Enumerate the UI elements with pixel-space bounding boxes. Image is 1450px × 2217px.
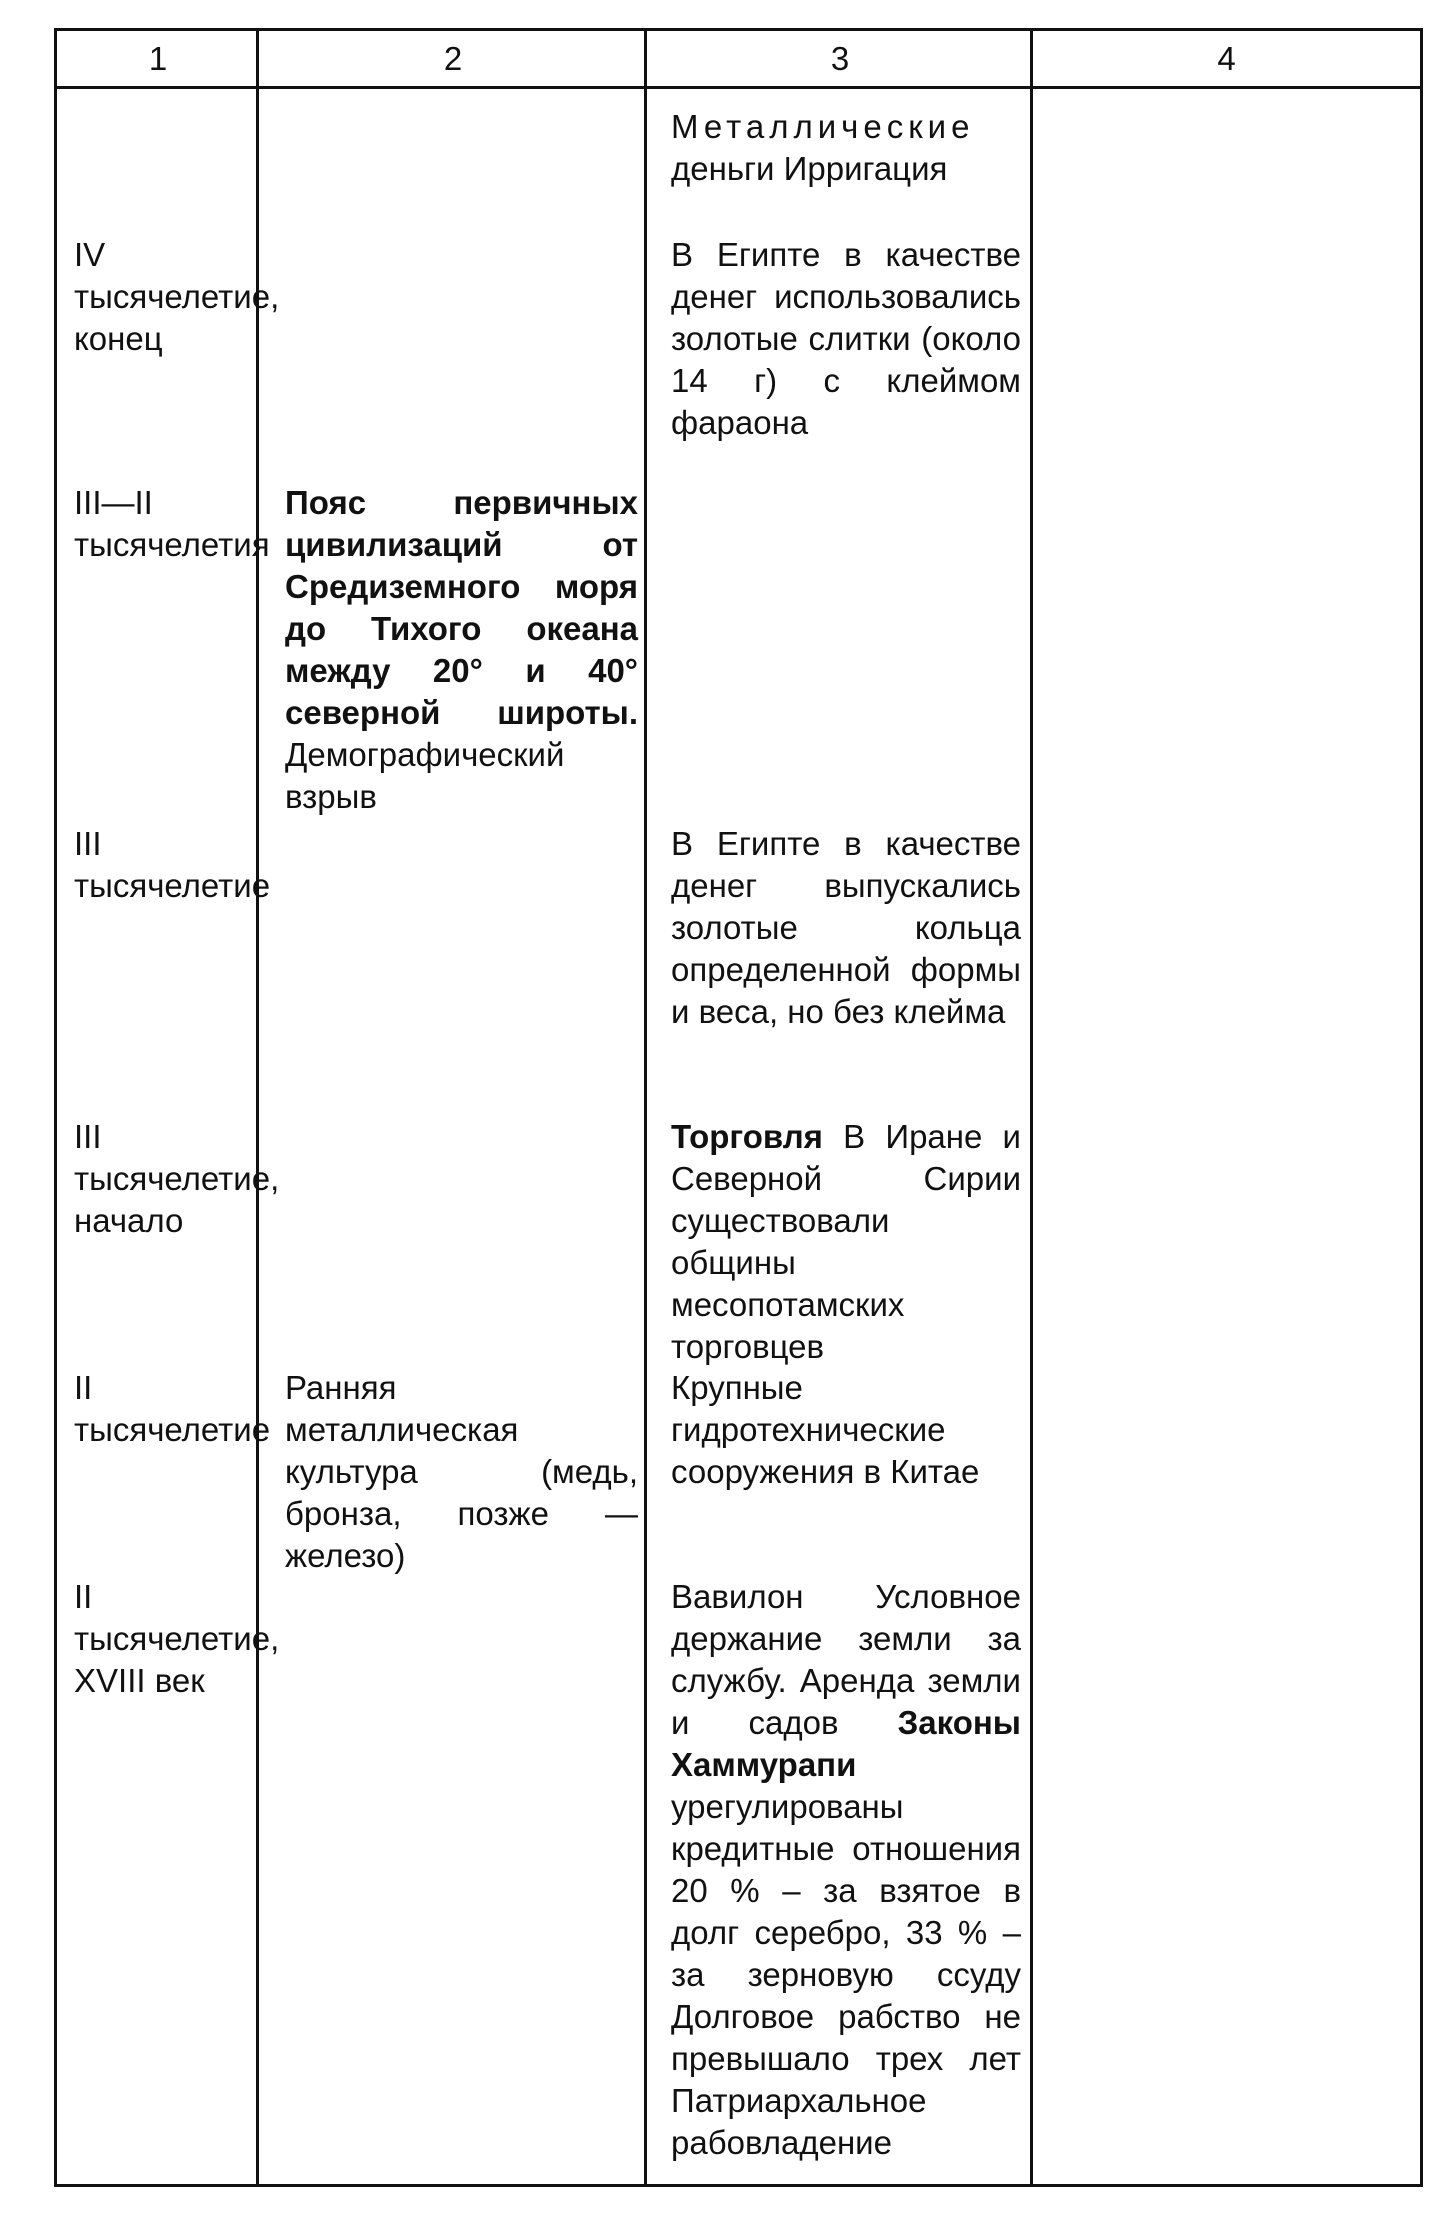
column-divider-3 <box>1030 31 1033 2184</box>
cell-col1: III тысячелетие, начало <box>74 1118 280 1239</box>
cell-col3 <box>671 106 1021 190</box>
chronology-table <box>54 28 1423 2187</box>
cell-col3 <box>671 1116 1021 1368</box>
cell-text: урегулированы кредитные отношения 20 % – за взятое в долг серебро, 33 % – за зерновую ссуду Долговое рабство не превышало трех лет Патриархальное рабовладение <box>671 1788 1021 2161</box>
cell-col1: III—II тысячелетия <box>74 484 270 563</box>
cell-col1: II тысячелетие <box>74 1369 271 1448</box>
cell-text: Вавилон Условное держание земли за службу. Аренда земли и садов <box>671 1578 1021 1741</box>
cell-col3: В Египте в качестве денег использовались золотые слитки (около 14 г) с клеймом фараона <box>671 236 1021 441</box>
cell-bold-text: Пояс первичных цивилизаций от Средиземного моря до Тихого океана между 20° и 40° северной широты. <box>285 484 638 731</box>
header-col-4: 4 <box>1217 40 1236 77</box>
header-col-1: 1 <box>148 40 168 77</box>
cell-bold-text: Законы Хаммурапи <box>671 1704 1021 1783</box>
cell-col1: III тысячелетие <box>74 825 271 904</box>
cell-col3: Крупные гидротехнические сооружения в Китае <box>671 1369 980 1490</box>
cell-bold-text: Торговля <box>671 1118 823 1155</box>
cell-col2 <box>285 482 638 818</box>
cell-text: Демографический взрыв <box>285 736 565 815</box>
cell-col1: IV тысячелетие, конец <box>74 236 280 357</box>
cell-col1: II тысячелетие, XVIII век <box>74 1578 280 1699</box>
header-col-2: 2 <box>443 40 463 77</box>
cell-text: деньги Ирригация <box>671 150 948 187</box>
header-col-3: 3 <box>830 40 850 77</box>
table-header-row <box>57 31 1420 89</box>
cell-text: В Иране и Северной Сирии существовали общины месопотамских торговцев <box>671 1118 1021 1365</box>
cell-col3: В Египте в качестве денег выпускались золотые кольца определенной формы и веса, но без клейма <box>671 825 1021 1030</box>
cell-col3 <box>671 1576 1021 2164</box>
cell-col2: Ранняя металлическая культура (медь, бронза, позже — железо) <box>285 1369 638 1574</box>
column-divider-1 <box>256 31 259 2184</box>
cell-text: Металлические <box>671 108 975 145</box>
column-divider-2 <box>644 31 647 2184</box>
